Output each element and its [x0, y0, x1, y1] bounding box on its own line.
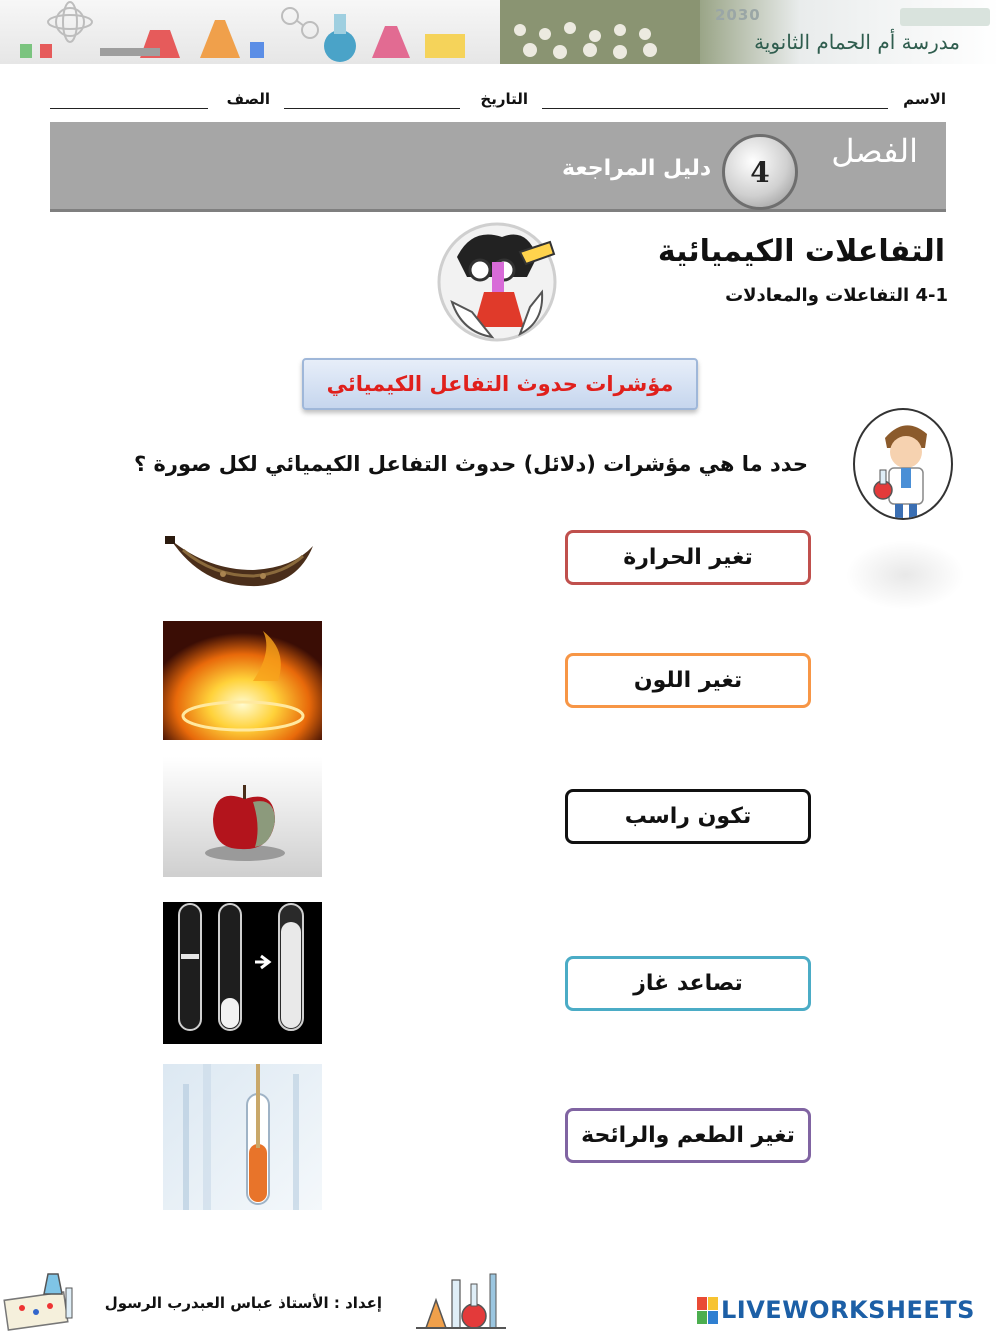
review-guide-label: دليل المراجعة — [562, 156, 712, 181]
rotting-apple-picture — [163, 757, 322, 877]
chapter-number-badge: 4 — [722, 134, 798, 210]
orange-reaction-tube-picture — [163, 1064, 322, 1210]
name-label: الاسم — [903, 90, 946, 108]
class-line[interactable] — [50, 108, 208, 109]
flame-dish-picture — [163, 621, 322, 740]
answer-heat-change[interactable]: تغير الحرارة — [565, 530, 811, 585]
question-text: حدد ما هي مؤشرات (دلائل) حدوث التفاعل الكيميائي لكل صورة ؟ — [134, 452, 808, 476]
banana-image[interactable] — [163, 528, 322, 596]
student-character — [853, 408, 953, 520]
test-tubes-image[interactable] — [163, 902, 322, 1044]
main-title: التفاعلات الكيميائية — [657, 234, 945, 269]
precipitate-tubes-picture — [163, 902, 322, 1044]
date-label: التاريخ — [480, 90, 528, 108]
answer-precipitate[interactable]: تكون راسب — [565, 789, 811, 844]
liveworksheets-mark-icon — [697, 1297, 717, 1323]
vision-2030-text: 2030 — [715, 6, 761, 24]
top-banner — [0, 0, 1000, 64]
boy-scientist-icon — [855, 410, 953, 520]
burning-image[interactable] — [163, 621, 322, 740]
footer-glassware-icon — [416, 1270, 506, 1330]
answer-gas-release[interactable]: تصاعد غاز — [565, 956, 811, 1011]
scientist-illustration — [432, 222, 562, 342]
liveworksheets-wordmark: LIVEWORKSHEETS — [721, 1296, 975, 1324]
author-credit: إعداد : الأستاذ عباس العبدرب الرسول — [104, 1294, 382, 1312]
students-photo — [500, 0, 700, 64]
class-label: الصف — [226, 90, 270, 108]
lab-glassware-icon — [0, 0, 500, 64]
footer-lab-icon — [0, 1268, 80, 1332]
liveworksheets-logo[interactable] — [697, 1296, 975, 1324]
lesson-subtitle: 4-1 التفاعلات والمعادلات — [725, 285, 948, 306]
name-line[interactable] — [542, 108, 888, 109]
lab-tube-image[interactable] — [163, 1064, 322, 1210]
answer-taste-smell[interactable]: تغير الطعم والرائحة — [565, 1108, 811, 1163]
decorative-shadow — [845, 540, 965, 610]
school-name: مدرسة أم الحمام الثانوية — [754, 30, 960, 54]
ministry-logo — [900, 8, 990, 26]
chapter-label: الفصل — [831, 132, 918, 170]
student-info-fields — [50, 90, 946, 112]
date-line[interactable] — [284, 108, 460, 109]
school-banner — [500, 0, 1000, 64]
rotten-banana-picture — [163, 528, 322, 596]
chapter-bar — [50, 122, 946, 212]
topic-heading: مؤشرات حدوث التفاعل الكيميائي — [302, 358, 698, 410]
lab-equipment-banner — [0, 0, 500, 64]
apple-image[interactable] — [163, 757, 322, 877]
answer-color-change[interactable]: تغير اللون — [565, 653, 811, 708]
